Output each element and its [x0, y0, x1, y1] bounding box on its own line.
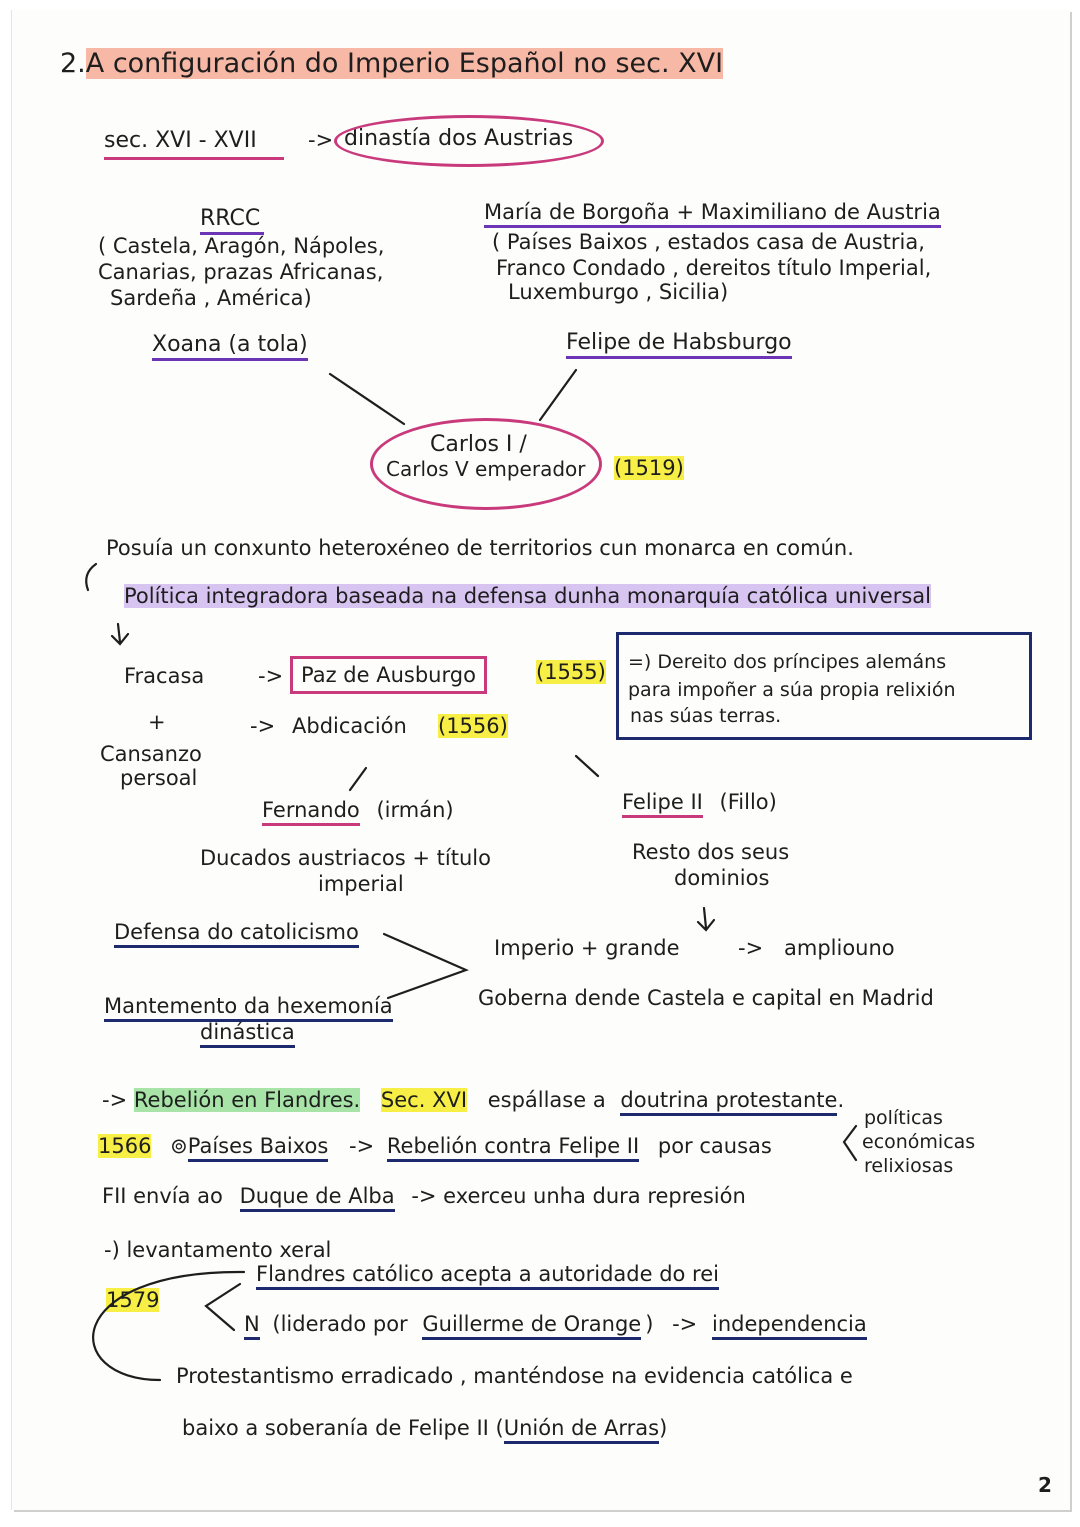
rebelion-title: Rebelión en Flandres.: [133, 1088, 361, 1112]
carlos-year-text: (1519): [614, 456, 684, 480]
duque-c: -> exerceu unha dura represión: [411, 1184, 746, 1208]
mantemento-line1-text: Mantemento da hexemonía: [104, 994, 393, 1022]
fracasa: Fracasa: [124, 664, 205, 688]
rrcc-line1: ( Castela, Aragón, Nápoles,: [98, 234, 385, 258]
protestantismo-line2a: baixo a soberanía de Felipe II (: [182, 1416, 504, 1440]
bracket-1579: [206, 1284, 240, 1330]
bracket-politica: [86, 564, 96, 590]
imperio-text: Imperio + grande: [494, 936, 680, 960]
year-1579-text: 1579: [106, 1288, 160, 1312]
norte-b: Guillerme de Orange: [422, 1312, 641, 1340]
maria-heading: María de Borgoña + Maximiliano de Austria: [484, 200, 941, 228]
mantemento-line2: dinástica: [200, 1020, 295, 1048]
line-xoana-carlos: [330, 374, 404, 424]
union-arras: Unión de Arras: [504, 1416, 659, 1444]
norte-c: ): [645, 1312, 654, 1336]
imperio-arrow: ->: [738, 936, 764, 960]
dereito-line2: para impoñer a súa propia relixión: [628, 679, 956, 701]
maria-line3: Luxemburgo , Sicilia): [508, 280, 729, 304]
curve-1579: [93, 1272, 244, 1380]
line-abdicacion-felipe2: [576, 756, 598, 776]
rebelion-sec: Sec. XVI: [380, 1088, 468, 1112]
politica-span: Política integradora baseada na defensa dunha monarquía católica universal: [124, 584, 931, 608]
cause-2: económicas: [862, 1131, 976, 1153]
page-number: 2: [1038, 1473, 1052, 1497]
imperio-result: ampliouno: [784, 936, 895, 960]
duque-a: FII envía ao: [102, 1184, 223, 1208]
year-1566: 1566: [98, 1134, 152, 1158]
defensa: Defensa do catolicismo: [114, 920, 359, 948]
goberna-text: Goberna dende Castela e capital en Madrid: [478, 986, 934, 1010]
arrow-down-dominios: [698, 908, 714, 930]
levantamento: -) levantamento xeral: [104, 1238, 332, 1262]
por-causas: por causas: [657, 1134, 772, 1158]
rebelion-arrow: ->: [102, 1088, 128, 1112]
fernando-desc1: Ducados austriacos + título: [200, 846, 491, 870]
duque-b: Duque de Alba: [240, 1184, 395, 1212]
dereito-line1: =) Dereito dos príncipes alemáns: [628, 651, 947, 673]
xoana: Xoana (a tola): [152, 332, 308, 361]
line-abdicacion-fernando: [350, 768, 366, 790]
felipe2-note: (Fillo): [719, 790, 777, 814]
dynasty-label: dinastía dos Austrias: [344, 126, 574, 151]
paz-box: Paz de Ausburgo: [290, 656, 487, 694]
row1566-arrow: ->: [349, 1134, 375, 1158]
paises-baixos: Países Baixos: [188, 1134, 329, 1162]
abdicacion-label: Abdicación: [292, 714, 407, 738]
norte-a: (liderado por: [272, 1312, 408, 1336]
felipe-habsburgo: Felipe de Habsburgo: [566, 330, 792, 359]
carlos-line1: Carlos I /: [430, 432, 527, 457]
line-felipe-carlos: [540, 370, 576, 420]
bracket-causes: [844, 1126, 856, 1160]
rrcc-line3: Sardeña , América): [110, 286, 312, 310]
cause-3: relixiosas: [864, 1155, 954, 1177]
pin-icon: ⊚: [170, 1134, 188, 1158]
cansanzo-line2: persoal: [120, 766, 198, 790]
rebelion-contra: Rebelión contra Felipe II: [387, 1134, 639, 1162]
felipe2-desc2: dominios: [674, 866, 770, 890]
period-label: sec. XVI - XVII: [104, 128, 257, 153]
rebelion-rest-a: espállase a: [487, 1088, 606, 1112]
rebelion-rest-c: .: [837, 1088, 845, 1112]
flandres-catolico: Flandres católico acepta a autoridade do rei: [256, 1262, 719, 1290]
paz-arrow: ->: [258, 664, 284, 688]
rrcc-heading: RRCC: [200, 206, 261, 231]
norte-arrow: ->: [672, 1312, 698, 1336]
title-number: 2.: [60, 48, 86, 79]
bracket-defensa: [384, 934, 466, 998]
plus-sign: +: [148, 710, 166, 734]
rebelion-rest-b: doutrina protestante: [620, 1088, 837, 1116]
maria-line1: ( Países Baixos , estados casa de Austria,: [492, 230, 925, 254]
protestantismo-line1: Protestantismo erradicado , manténdose na evidencia católica e: [176, 1364, 853, 1388]
fernando-desc2: imperial: [318, 872, 404, 896]
cansanzo-line1: Cansanzo: [100, 742, 202, 766]
felipe2-desc1: Resto dos seus: [632, 840, 790, 864]
arrow-down-politica: [112, 624, 128, 644]
carlos-line2: Carlos V emperador: [386, 457, 586, 481]
fernando-name: Fernando: [262, 798, 360, 826]
cause-1: políticas: [864, 1107, 943, 1129]
felipe2-name: Felipe II: [622, 790, 703, 818]
maria-line2: Franco Condado , dereitos título Imperial,: [496, 256, 932, 280]
paz-year-text: (1555): [536, 660, 606, 684]
protestantismo-line2c: ): [659, 1416, 668, 1440]
period-arrow: ->: [308, 128, 334, 152]
title-text: A configuración do Imperio Español no sec. XVI: [85, 48, 724, 79]
rrcc-line2: Canarias, prazas Africanas,: [98, 260, 384, 284]
dereito-line3: nas súas terras.: [630, 705, 782, 727]
fernando-note: (irmán): [376, 798, 454, 822]
posuia-text: Posuía un conxunto heteroxéneo de territorios cun monarca en común.: [106, 536, 854, 560]
norte-n: N: [244, 1312, 260, 1340]
abdicacion-arrow: ->: [250, 714, 276, 738]
norte-d: independencia: [712, 1312, 867, 1340]
abdicacion-year-text: (1556): [438, 714, 508, 738]
